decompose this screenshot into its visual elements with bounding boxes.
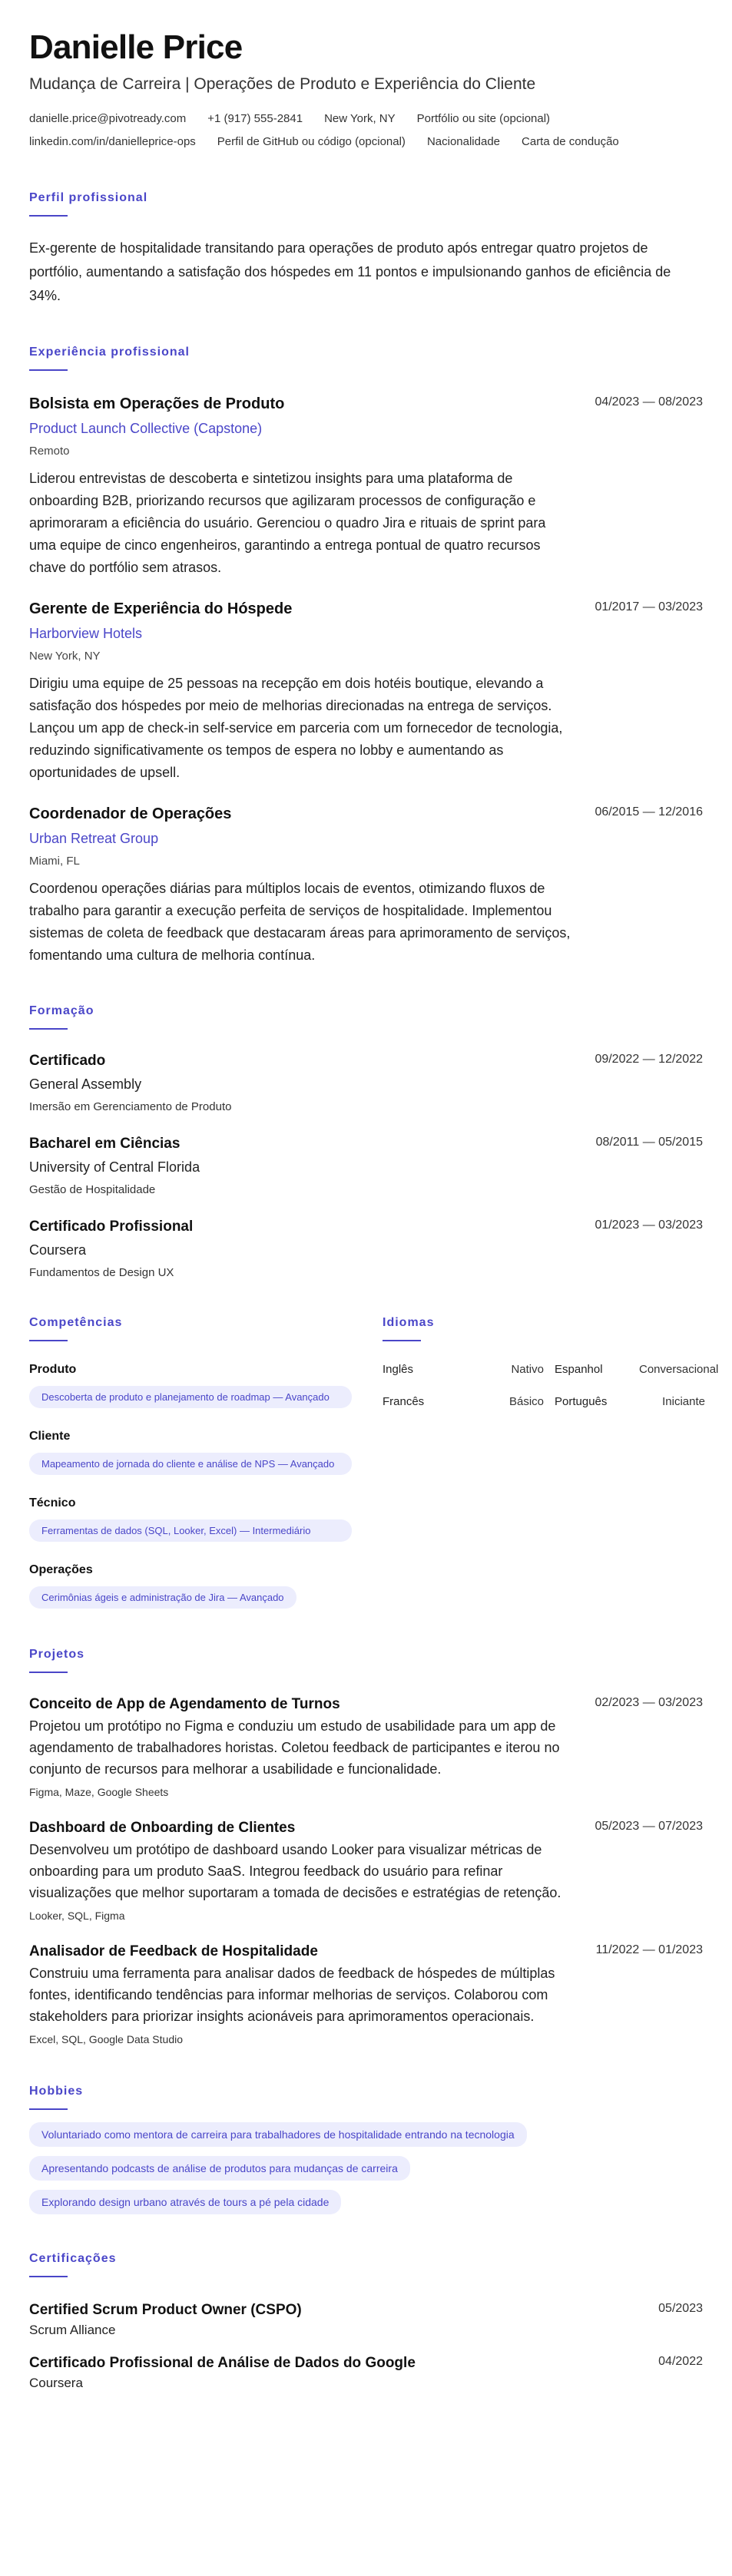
- experience-entry: [29, 394, 703, 579]
- language-name: Inglês: [383, 1363, 414, 1376]
- school-name: General Assembly: [29, 1076, 142, 1092]
- section-title: Hobbies: [29, 2085, 84, 2098]
- contact-list: [29, 107, 667, 154]
- contact-location: New York, NY: [324, 112, 396, 125]
- certification-issuer: Scrum Alliance: [29, 2323, 116, 2337]
- skill-chip: Cerimônias ágeis e administração de Jira — Avançado: [29, 1586, 296, 1609]
- project-description: Desenvolveu um protótipo de dashboard usando Looker para visualizar métricas de onboarding para um produto SaaS. Integrou feedback do usuário para refinar visualizações que melhor suportaram a tomada de decisões e estratégias de retenção.: [29, 1842, 561, 1900]
- project-dates: 02/2023 — 03/2023: [595, 1696, 703, 1709]
- project-description: Construiu uma ferramenta para analisar dados de feedback de hóspedes de múltiplas fontes, identificando tendências para informar melhorias de serviços. Colaborou com stakeholders para priorizar insights acionáveis para aprimoramentos operacionais.: [29, 1966, 555, 2024]
- certification-entry: [29, 2353, 703, 2392]
- field-of-study: Gestão de Hospitalidade: [29, 1183, 156, 1196]
- skill-chip: Descoberta de produto e planejamento de roadmap — Avançado: [29, 1386, 352, 1408]
- project-name: Analisador de Feedback de Hospitalidade: [29, 1943, 318, 1959]
- degree-title: Certificado Profissional: [29, 1219, 194, 1235]
- skill-group-title: Produto: [29, 1363, 77, 1376]
- company-name: Urban Retreat Group: [29, 831, 159, 846]
- project-name: Dashboard de Onboarding de Clientes: [29, 1820, 296, 1836]
- school-name: Coursera: [29, 1242, 87, 1258]
- project-entry: [29, 1942, 703, 2047]
- section-divider: [29, 1340, 68, 1341]
- education-entry: [29, 1051, 703, 1116]
- section-title: Formação: [29, 1004, 94, 1017]
- language-row: [383, 1361, 719, 1378]
- projects-section: [29, 1647, 703, 2047]
- hobbies-section: [29, 2084, 703, 2214]
- experience-section: [29, 345, 703, 967]
- language-level: Básico: [508, 1395, 544, 1408]
- language-level: Nativo: [511, 1363, 544, 1376]
- job-title: Coordenador de Operações: [29, 805, 232, 822]
- section-title: Experiência profissional: [29, 346, 190, 359]
- summary-section: [29, 190, 703, 308]
- project-tools: Excel, SQL, Google Data Studio: [29, 2033, 183, 2045]
- school-name: University of Central Florida: [29, 1159, 200, 1175]
- candidate-headline: Mudança de Carreira | Operações de Produto e Experiência do Cliente: [29, 75, 536, 93]
- contact-linkedin[interactable]: linkedin.com/in/danielleprice-ops: [29, 135, 196, 148]
- skill-group-title: Técnico: [29, 1496, 76, 1510]
- contact-github: Perfil de GitHub ou código (opcional): [217, 135, 406, 148]
- education-dates: 01/2023 — 03/2023: [595, 1219, 703, 1232]
- section-title: Certificações: [29, 2252, 117, 2265]
- job-description: Coordenou operações diárias para múltiplos locais de eventos, otimizando fluxos de trabalho para garantir a execução perfeita de serviços de hospitalidade. Implementou sistemas de coleta de feedback que destacaram áreas para aprimoramento de serviços, fomentando uma cultura de melhoria contínua.: [29, 881, 571, 963]
- languages-section: [383, 1315, 719, 1609]
- job-location: New York, NY: [29, 650, 101, 663]
- certification-date: 04/2022: [658, 2355, 703, 2368]
- job-dates: 06/2015 — 12/2016: [595, 805, 703, 818]
- job-title: Bolsista em Operações de Produto: [29, 395, 285, 412]
- experience-entry: [29, 599, 703, 784]
- job-description: Dirigiu uma equipe de 25 pessoas na recepção em dois hotéis boutique, elevando a satisfação dos hóspedes por meio de melhorias direcionadas na entrega de serviços. Lançou um app de check-in self-service em parceria com um fornecedor de tecnologia, reduzindo significativamente os tempos de espera no lobby e aumentando as oportunidades de upsell.: [29, 676, 563, 780]
- certification-name: Certificado Profissional de Análise de Dados do Google: [29, 2355, 416, 2371]
- section-divider: [29, 1672, 68, 1673]
- language-name: Francês: [383, 1395, 425, 1408]
- education-entry: [29, 1217, 703, 1281]
- job-location: Remoto: [29, 445, 70, 458]
- section-divider: [29, 2276, 68, 2277]
- language-level: Iniciante: [662, 1395, 705, 1408]
- hobby-list: [29, 2122, 703, 2214]
- certification-entry: [29, 2300, 703, 2340]
- project-name: Conceito de App de Agendamento de Turnos: [29, 1696, 340, 1712]
- language-level: Conversacional: [639, 1363, 719, 1376]
- degree-title: Bacharel em Ciências: [29, 1136, 181, 1152]
- candidate-name: Danielle Price: [29, 28, 243, 66]
- hobby-chip: Explorando design urbano através de tours a pé pela cidade: [29, 2190, 341, 2214]
- job-title: Gerente de Experiência do Hóspede: [29, 600, 293, 617]
- contact-portfolio: Portfólio ou site (opcional): [416, 112, 551, 125]
- project-description: Projetou um protótipo no Figma e conduziu um estudo de usabilidade para um app de agendamento de trabalhadores horistas. Coletou feedback de participantes e iterou no conjunto de recursos para melhorar a usabilidade e funcionalidade.: [29, 1718, 560, 1777]
- project-dates: 11/2022 — 01/2023: [595, 1943, 703, 1956]
- field-of-study: Imersão em Gerenciamento de Produto: [29, 1100, 232, 1113]
- summary-text: Ex-gerente de hospitalidade transitando para operações de produto após entregar quatro projetos de portfólio, aumentando a satisfação dos hóspedes em 11 pontos e impulsionando ganhos de eficiência de 34%.: [29, 240, 671, 303]
- resume-header: [29, 28, 703, 154]
- project-tools: Figma, Maze, Google Sheets: [29, 1786, 169, 1798]
- skills-section: [29, 1315, 352, 1609]
- section-title: Competências: [29, 1316, 123, 1329]
- skill-chip: Mapeamento de jornada do cliente e análise de NPS — Avançado: [29, 1453, 352, 1475]
- field-of-study: Fundamentos de Design UX: [29, 1266, 174, 1279]
- degree-title: Certificado: [29, 1053, 106, 1069]
- education-dates: 08/2011 — 05/2015: [595, 1136, 703, 1149]
- job-location: Miami, FL: [29, 855, 80, 868]
- job-description: Liderou entrevistas de descoberta e sintetizou insights para uma plataforma de onboarding B2B, priorizando recursos que agilizaram processos de configuração e aprimoraram a eficiência do usuário. Gerenciou o quadro Jira e rituais de sprint para uma equipe de cinco engenheiros, garantindo a entrega pontual de quatro recursos chave do portfólio sem atrasos.: [29, 471, 546, 575]
- company-name: Harborview Hotels: [29, 626, 143, 641]
- section-title: Projetos: [29, 1648, 85, 1661]
- certification-date: 05/2023: [658, 2302, 703, 2315]
- section-title: Idiomas: [383, 1316, 435, 1329]
- section-divider: [29, 2108, 68, 2110]
- project-tools: Looker, SQL, Figma: [29, 1910, 125, 1922]
- contact-phone: +1 (917) 555-2841: [207, 112, 303, 125]
- hobby-chip: Apresentando podcasts de análise de produtos para mudanças de carreira: [29, 2156, 410, 2181]
- section-title: Perfil profissional: [29, 191, 148, 204]
- contact-email[interactable]: danielle.price@pivotready.com: [29, 112, 187, 125]
- certification-issuer: Coursera: [29, 2376, 83, 2390]
- skill-chip: Ferramentas de dados (SQL, Looker, Excel) — Intermediário: [29, 1519, 352, 1542]
- company-name: Product Launch Collective (Capstone): [29, 421, 263, 436]
- skill-group-title: Operações: [29, 1563, 93, 1576]
- section-divider: [29, 1028, 68, 1030]
- education-section: [29, 1004, 703, 1281]
- certification-name: Certified Scrum Product Owner (CSPO): [29, 2302, 302, 2318]
- hobby-chip: Voluntariado como mentora de carreira para trabalhadores de hospitalidade entrando na tecnologia: [29, 2122, 527, 2147]
- job-dates: 01/2017 — 03/2023: [595, 600, 703, 613]
- skill-group-title: Cliente: [29, 1430, 71, 1443]
- job-dates: 04/2023 — 08/2023: [595, 395, 703, 408]
- contact-nationality: Nacionalidade: [426, 135, 501, 148]
- education-dates: 09/2022 — 12/2022: [595, 1053, 703, 1066]
- language-name: Espanhol: [555, 1363, 603, 1376]
- project-entry: [29, 1818, 703, 1923]
- contact-drivers-license: Carta de condução: [522, 135, 619, 148]
- education-entry: [29, 1134, 703, 1199]
- skills-languages-row: [29, 1315, 719, 1609]
- experience-entry: [29, 804, 703, 967]
- language-name: Português: [555, 1395, 608, 1408]
- project-dates: 05/2023 — 07/2023: [595, 1820, 703, 1833]
- section-divider: [29, 369, 68, 371]
- project-entry: [29, 1695, 703, 1800]
- section-divider: [29, 215, 68, 217]
- section-divider: [383, 1340, 421, 1341]
- language-row: [383, 1394, 705, 1410]
- certifications-section: [29, 2251, 703, 2392]
